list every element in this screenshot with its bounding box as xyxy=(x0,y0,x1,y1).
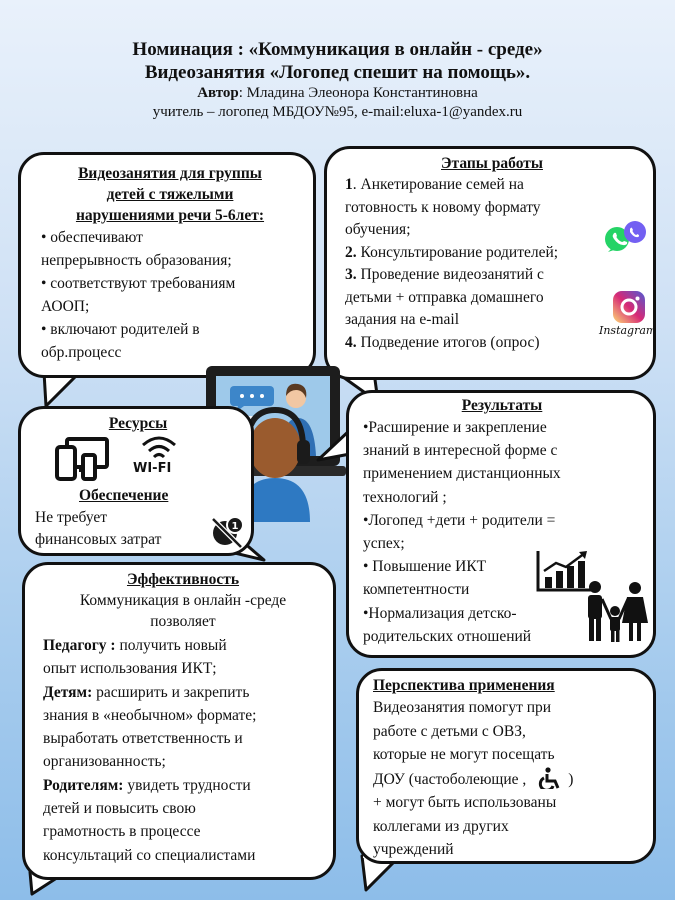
wifi-label: WI-FI xyxy=(133,461,172,476)
stage-item xyxy=(345,242,639,265)
provision-line: финансовых затрат xyxy=(35,531,162,548)
bubble-resources xyxy=(18,406,254,556)
no-money-icon xyxy=(211,515,247,549)
prospects-line: которые не могут посещать xyxy=(373,746,555,763)
prospects-line: учреждений xyxy=(373,841,454,858)
stage-number: 2. xyxy=(345,243,357,261)
family-icon xyxy=(583,579,649,645)
instagram-label: Instagram xyxy=(599,324,657,337)
author-line xyxy=(0,84,675,103)
prospects-line: Видеозанятия помогут при xyxy=(373,699,552,716)
provision-title: Обеспечение xyxy=(79,487,169,504)
stage-number: 1 xyxy=(345,176,353,193)
results-line: технологий ; xyxy=(363,488,447,506)
video-lessons-title-line: детей с тяжелыми xyxy=(106,186,234,203)
efficiency-title: Эффективность xyxy=(126,571,240,588)
stages-list xyxy=(345,174,639,354)
results-line: родительских отношений xyxy=(363,627,532,645)
provision-text xyxy=(35,507,161,551)
wifi-icon xyxy=(139,433,179,461)
list-line: • соответствуют требованиям xyxy=(41,275,236,292)
prospects-line: + могут быть использованы xyxy=(373,794,557,811)
provision-line: Не требует xyxy=(35,509,108,526)
video-lessons-title-line: нарушениями речи 5-6лет: xyxy=(75,207,265,224)
stage-text: Консультирование родителей; xyxy=(356,243,559,261)
efficiency-line xyxy=(43,774,323,797)
teacher-text: получить новый xyxy=(115,637,227,654)
results-line: успех; xyxy=(363,535,405,553)
author-position: учитель – логопед МБДОУ№95, e-mail:eluxa-1@yandex.ru xyxy=(152,104,523,120)
stage-number: 4. xyxy=(345,333,357,351)
results-line: компетентности xyxy=(363,581,470,599)
author-label: Автор xyxy=(197,85,239,101)
children-text: знания в «необычном» формате; xyxy=(43,706,257,724)
stage-text: Проведение видеозанятий с xyxy=(356,266,544,283)
efficiency-line xyxy=(43,634,323,657)
efficiency-intro xyxy=(43,590,323,632)
list-line: • включают родителей в xyxy=(41,321,200,338)
prospects-list xyxy=(373,696,641,862)
list-line: непрерывность образования; xyxy=(41,252,232,269)
wheelchair-icon xyxy=(536,767,562,789)
svg-text:1: 1 xyxy=(231,521,239,532)
prospects-line xyxy=(373,767,641,792)
video-lessons-title xyxy=(41,163,299,226)
parents-text: детей и повысить свою xyxy=(43,800,196,818)
video-lessons-list xyxy=(41,226,299,364)
prospects-close-paren: ) xyxy=(568,770,574,788)
title-line-1: Номинация : «Коммуникация в онлайн - среде» xyxy=(132,39,543,60)
results-line: •Расширение и закрепление xyxy=(363,419,547,436)
prospects-title: Перспектива применения xyxy=(373,677,555,694)
stage-text: готовность к новому формату xyxy=(345,198,541,216)
poster-header xyxy=(0,38,675,122)
children-text: расширить и закрепить xyxy=(92,683,250,701)
stages-title: Этапы работы xyxy=(441,155,543,172)
stage-text: задания на e-mail xyxy=(345,311,460,328)
results-line: знаний в интересной форме с xyxy=(363,442,558,460)
stage-number: 3. xyxy=(345,266,357,283)
efficiency-intro-line: Коммуникация в онлайн -среде xyxy=(79,592,287,609)
instagram-icon xyxy=(611,289,647,325)
author-name: : Младина Элеонора Константиновна xyxy=(238,85,478,101)
prospects-line: работе с детьми с ОВЗ, xyxy=(373,722,526,740)
results-title: Результаты xyxy=(461,397,543,414)
bubble-video-lessons xyxy=(18,152,316,378)
video-lessons-title-line: Видеозанятия для группы xyxy=(78,165,262,182)
bubble-stages xyxy=(324,146,656,380)
bubble-prospects xyxy=(356,668,656,864)
efficiency-intro-line: позволяет xyxy=(150,613,216,630)
parents-label: Родителям: xyxy=(43,776,124,794)
results-line: •Нормализация детско- xyxy=(363,604,517,622)
results-line: применением дистанционных xyxy=(363,465,561,483)
teacher-label: Педагогу : xyxy=(43,637,116,654)
resources-title: Ресурсы xyxy=(108,415,168,432)
children-label: Детям: xyxy=(43,683,93,701)
list-line: • обеспечивают xyxy=(41,229,143,246)
stage-text: . Анкетирование семей на xyxy=(352,176,524,193)
bubble-efficiency xyxy=(22,562,336,880)
parents-text: грамотность в процессе xyxy=(43,823,201,841)
results-line: •Логопед +дети + родители = xyxy=(363,511,556,529)
title-line-2: Видеозанятия «Логопед спешит на помощь». xyxy=(144,62,531,83)
bubble-results xyxy=(346,390,656,658)
parents-text: консультаций со специалистами xyxy=(43,846,256,864)
children-text: выработать ответственность и xyxy=(43,730,243,748)
stage-item xyxy=(345,264,639,287)
parents-text: увидеть трудности xyxy=(123,776,251,794)
stage-text: обучения; xyxy=(345,221,411,238)
devices-icon xyxy=(55,437,109,481)
efficiency-list xyxy=(43,634,323,867)
list-line: АООП; xyxy=(41,298,90,315)
children-text: организованность; xyxy=(43,753,166,771)
prospects-text: ДОУ (частоболеющие , xyxy=(373,770,527,788)
stage-item xyxy=(345,174,639,197)
stage-text: Подведение итогов (опрос) xyxy=(356,333,540,351)
prospects-line: коллегами из других xyxy=(373,817,509,835)
efficiency-line xyxy=(43,681,323,704)
stage-text: детьми + отправка домашнего xyxy=(345,288,544,306)
results-line: • Повышение ИКТ xyxy=(363,558,487,576)
whatsapp-viber-icon xyxy=(603,219,649,253)
stage-item xyxy=(345,332,639,355)
list-line: обр.процесс xyxy=(41,344,122,361)
teacher-text: опыт использования ИКТ; xyxy=(43,660,217,678)
